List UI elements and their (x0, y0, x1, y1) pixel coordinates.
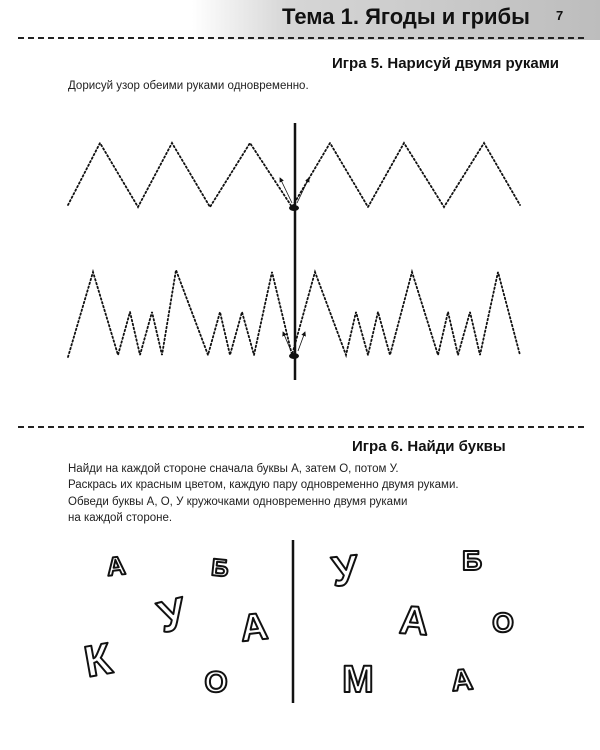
game6-instruction-line: на каждой стороне. (68, 511, 173, 524)
letter-left-k[interactable]: К (80, 634, 116, 687)
letter-left-o[interactable]: О (204, 666, 228, 699)
arrow-right-row-2 (298, 332, 305, 351)
arrow-right-row-1 (297, 178, 309, 203)
letter-left-u[interactable]: У (153, 588, 192, 643)
letter-right-o[interactable]: О (492, 607, 514, 638)
letter-left-b[interactable]: Б (209, 554, 230, 583)
letter-left-a-2[interactable]: А (238, 605, 271, 651)
letter-left-a-1[interactable]: А (105, 550, 127, 582)
letter-right-u[interactable]: У (329, 545, 361, 596)
game5-title: Игра 5. Нарисуй двумя руками (332, 55, 560, 72)
game6-instruction-line: Найди на каждой стороне сначала буквы А, затем О, потом У. (68, 463, 399, 475)
start-dot-row-2 (289, 353, 299, 359)
letter-right-m[interactable]: М (342, 659, 374, 701)
page-number: 7 (556, 8, 564, 23)
game6-instruction-line: Раскрась их красным цветом, каждую пару одновременно двумя руками. (68, 479, 459, 492)
letter-right-b[interactable]: Б (461, 545, 483, 576)
game6-title: Игра 6. Найди буквы (352, 438, 506, 455)
game6-instruction-line: Обведи буквы А, О, У кружочками одновременно двумя руками (68, 495, 408, 508)
start-dot-row-1 (289, 205, 299, 211)
game5-instruction: Дорисуй узор обеими руками одновременно. (68, 80, 309, 92)
page-title: Тема 1. Ягоды и грибы (282, 4, 530, 29)
letter-right-a-2[interactable]: А (449, 662, 475, 699)
letter-right-a-1[interactable]: А (397, 598, 430, 644)
